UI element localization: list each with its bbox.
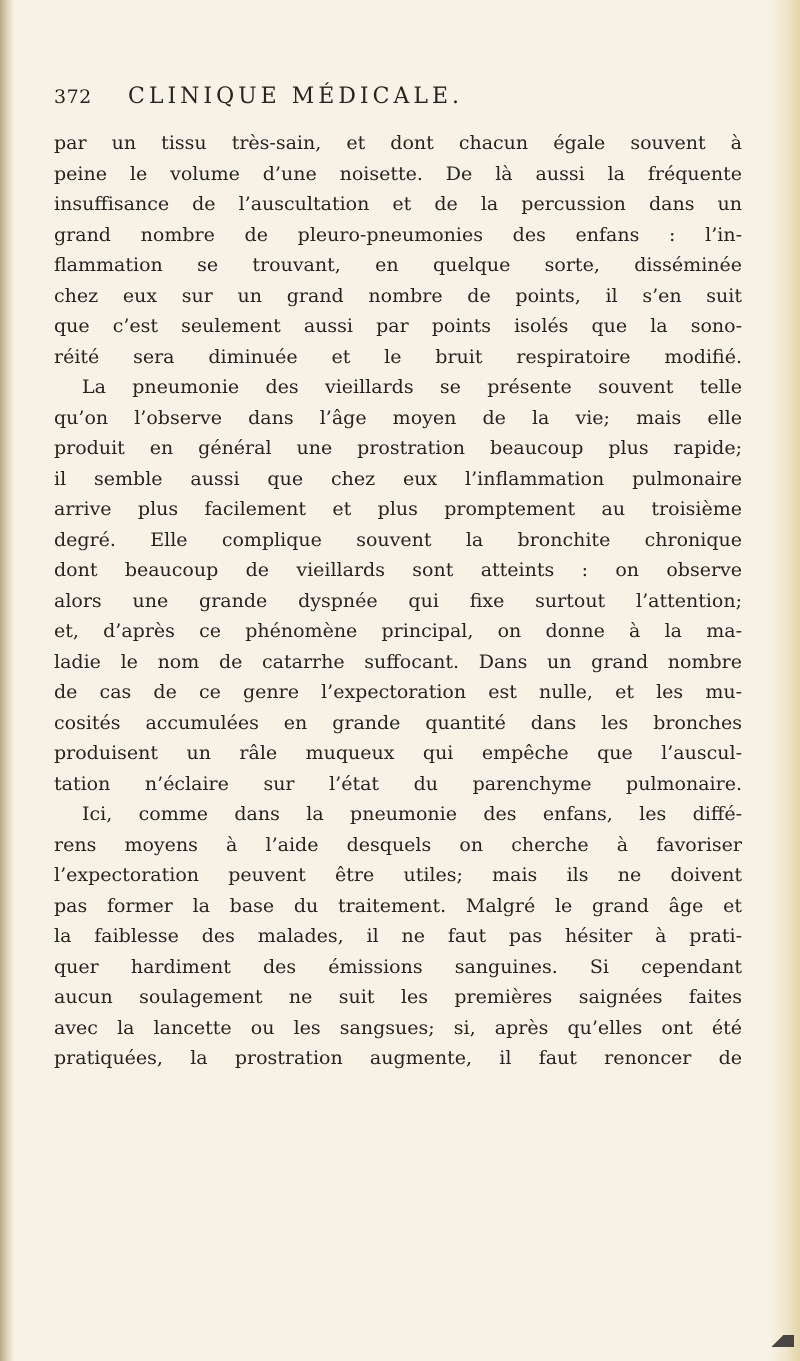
text-line: qu’on l’observe dans l’âge moyen de la vie; mais elle xyxy=(54,406,742,429)
text-line: Ici, comme dans la pneumonie des enfans, les diffé- xyxy=(82,803,742,825)
text-line: par un tissu très-sain, et dont chacun égale souvent à xyxy=(54,132,742,154)
text-line: alors une grande dyspnée qui fixe surtout l’attention; xyxy=(54,589,742,612)
text-line: peine le volume d’une noisette. De là aussi la fréquente xyxy=(54,162,742,185)
page-number: 372 xyxy=(54,86,92,108)
corner-mark xyxy=(768,1335,794,1347)
text-line: avec la lancette ou les sangsues; si, après qu’elles ont été xyxy=(54,1016,742,1039)
text-line: La pneumonie des vieillards se présente souvent telle xyxy=(82,376,742,398)
text-line: ladie le nom de catarrhe suffocant. Dans un grand nombre xyxy=(54,650,742,673)
text-line: pratiquées, la prostration augmente, il faut renoncer de xyxy=(54,1047,742,1069)
text-line: flammation se trouvant, en quelque sorte, disséminée xyxy=(54,254,742,276)
text-line: dont beaucoup de vieillards sont atteints : on observe xyxy=(54,559,742,581)
text-line: tation n’éclaire sur l’état du parenchyme pulmonaire. xyxy=(54,772,742,795)
text-line: cosités accumulées en grande quantité dans les bronches xyxy=(54,711,742,734)
text-line: la faiblesse des malades, il ne faut pas hésiter à prati- xyxy=(54,925,742,947)
text-line: que c’est seulement aussi par points isolés que la sono- xyxy=(54,315,742,337)
text-line: il semble aussi que chez eux l’inflammation pulmonaire xyxy=(54,467,742,490)
text-line: produisent un râle muqueux qui empêche que l’auscul- xyxy=(54,742,742,764)
text-line: chez eux sur un grand nombre de points, il s’en suit xyxy=(54,284,742,307)
text-line: rens moyens à l’aide desquels on cherche à favoriser xyxy=(54,833,742,856)
page-right-edge xyxy=(770,0,800,1361)
running-title: CLINIQUE MÉDICALE. xyxy=(128,84,464,109)
body-text xyxy=(54,128,742,1074)
text-line: produit en général une prostration beaucoup plus rapide; xyxy=(54,437,742,459)
text-line: degré. Elle complique souvent la bronchite chronique xyxy=(54,528,742,551)
text-line: pas former la base du traitement. Malgré le grand âge et xyxy=(54,894,742,917)
text-line: de cas de ce genre l’expectoration est nulle, et les mu- xyxy=(54,681,742,703)
text-line: arrive plus facilement et plus promptement au troisième xyxy=(54,498,742,520)
text-line: aucun soulagement ne suit les premières saignées faites xyxy=(54,986,742,1008)
text-line: insuffisance de l’auscultation et de la percussion dans un xyxy=(54,193,742,215)
page-left-edge xyxy=(0,0,14,1361)
text-line: l’expectoration peuvent être utiles; mais ils ne doivent xyxy=(54,864,742,886)
text-line: quer hardiment des émissions sanguines. Si cependant xyxy=(54,955,742,978)
text-line: et, d’après ce phénomène principal, on donne à la ma- xyxy=(54,620,742,642)
text-line: grand nombre de pleuro-pneumonies des enfans : l’in- xyxy=(54,223,742,246)
text-line: réité sera diminuée et le bruit respiratoire modifié. xyxy=(54,345,742,368)
page-header xyxy=(54,80,734,120)
